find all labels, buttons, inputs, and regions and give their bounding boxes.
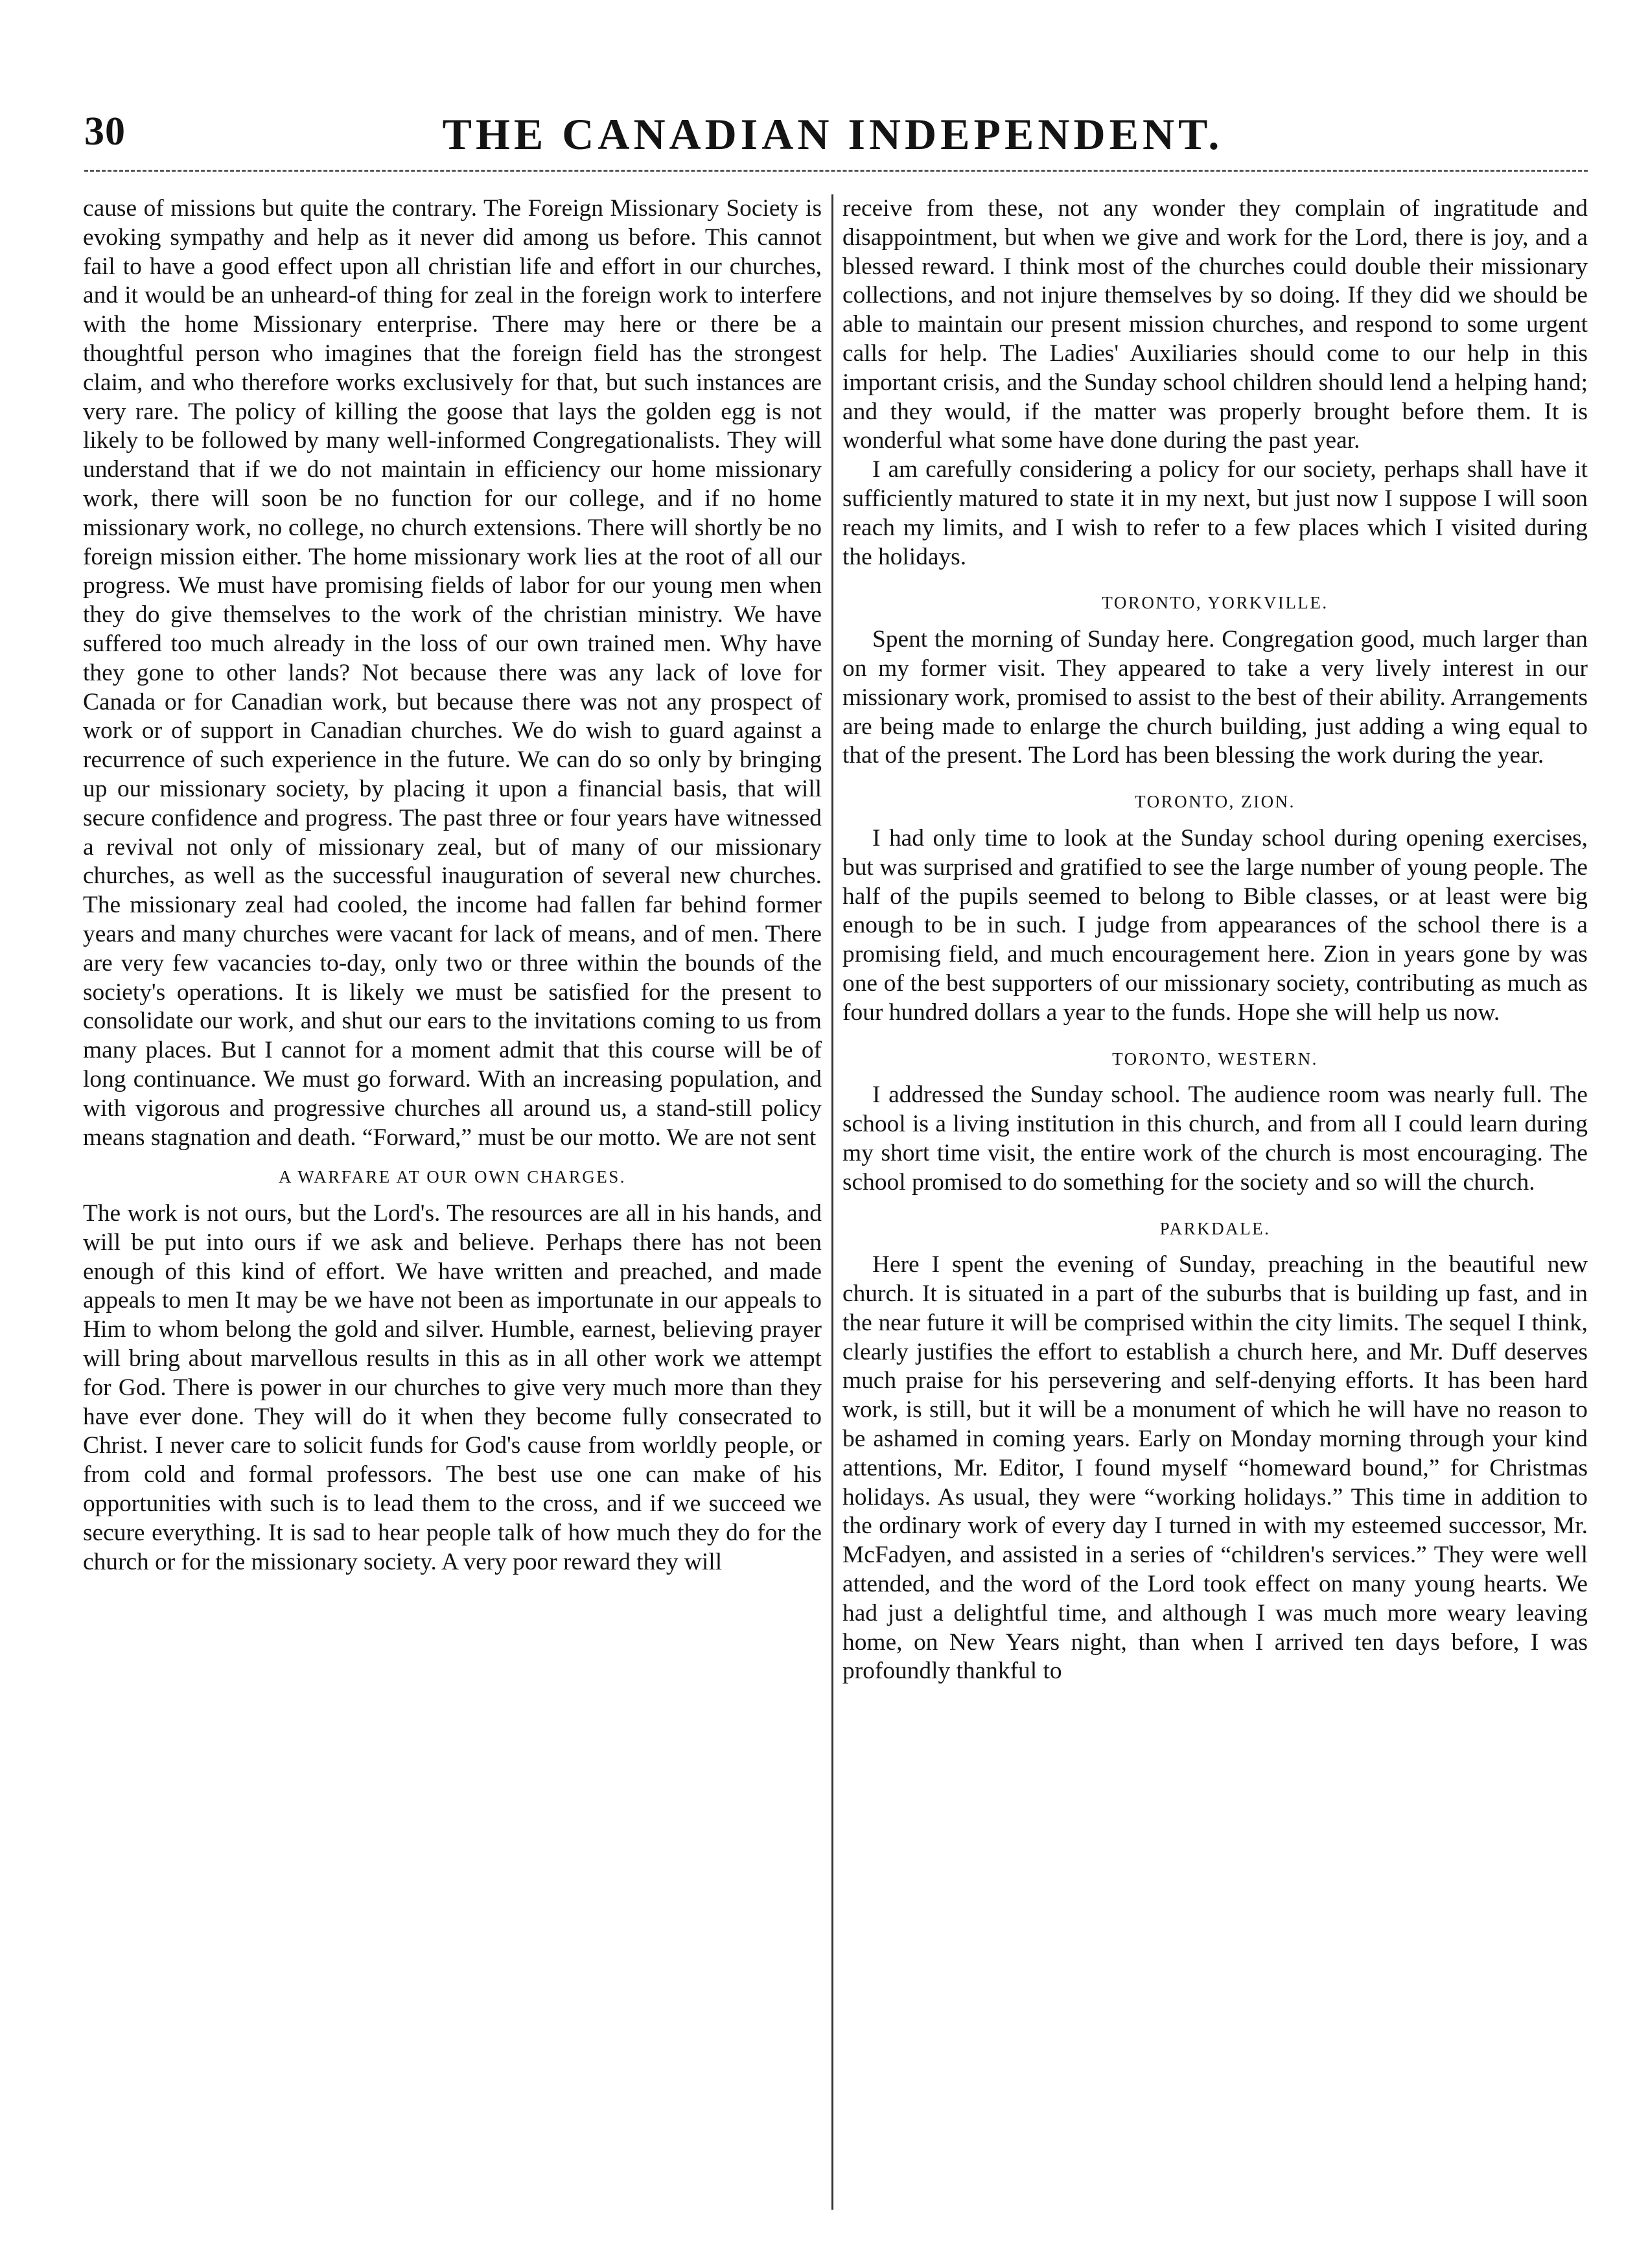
paragraph: I addressed the Sunday school. The audience room was nearly full. The school is a living institution in this church, and from all I could learn during my short time visit, the entire work of the church is most encouraging. The school promised to do something for the society and so will the church. xyxy=(842,1082,1588,1196)
page-header xyxy=(78,104,1588,175)
paragraph: I am carefully considering a policy for our society, perhaps shall have it sufficiently matured to state it in my next, but just now I suppose I will soon reach my limits, and I wish to refer to a few places which I visited during the holidays. xyxy=(842,456,1588,570)
paragraph: Spent the morning of Sunday here. Congregation good, much larger than on my former visit. They appeared to take a very lively interest in our missionary work, promised to assist to the best of their ability. Arrangements are being made to enlarge the church building, just adding a wing equal to that of the present. The Lord has been blessing the work during the year. xyxy=(842,626,1588,769)
column-divider xyxy=(831,194,833,2210)
paragraph: I had only time to look at the Sunday school during opening exercises, but was surprised and gratified to see the large number of young people. The half of the pupils seemed to belong to Bible classes, or at least were big enough to be in such. I judge from appearances of the school there is a promising field, and much encouragement here. Zion in years gone by was one of the best supporters of our missionary society, contributing as much as four hundred dollars a year to the funds. Hope she will help us now. xyxy=(842,824,1588,1026)
paragraph: Here I spent the evening of Sunday, preaching in the beautiful new church. It is situated in a part of the suburbs that is building up fast, and in the near future it will be comprised within the city limits. The sequel I think, clearly justifies the effort to establish a church here, and Mr. Duff deserves much praise for his persevering and self-denying efforts. It has been hard work, is still, but it will be a monument of which he will have no reason to be ashamed in coming years. Early on Monday morning through your kind attentions, Mr. Editor, I found myself “homeward bound,” for Christmas holidays. As usual, they were “working holidays.” This time in addition to the ordinary work of every day I turned in with my esteemed successor, Mr. McFadyen, and assisted in a series of “children's services.” They were well attended, and the word of the Lord took effect on many young hearts. We had just a delightful time, and although I was much more weary leaving home, on New Years night, than when I arrived ten days before, I was profoundly thankful to xyxy=(842,1251,1588,1685)
left-column xyxy=(83,194,822,2210)
section-heading: A WARFARE AT OUR OWN CHARGES. xyxy=(278,1167,627,1187)
section-heading: TORONTO, ZION. xyxy=(1135,792,1295,812)
paragraph: cause of missions but quite the contrary. The Foreign Missionary Society is evoking sympathy and help as it never did among us before. This cannot fail to have a good effect upon all christian life and effort in our churches, and it would be an unheard-of thing for zeal in the foreign work to interfere with the home Missionary enterprise. There may here or there be a thoughtful person who imagines that the foreign field has the strongest claim, and who therefore works exclusively for that, but such instances are very rare. The policy of killing the goose that lays the golden egg is not likely to be followed by many well-informed Congregationalists. They will understand that if we do not maintain in efficiency our home missionary work, there will soon be no function for our college, and if no home missionary work, no college, no church extensions. There will shortly be no foreign mission either. The home missionary work lies at the root of all our progress. We must have promising fields of labor for our young men when they do give themselves to the work of the christian ministry. We have suffered too much already in the loss of our own trained men. Why have they gone to other lands? Not because there was any lack of love for Canada or for Canadian work, but because there was not any prospect of work or of support in Canadian churches. We do wish to guard against a recurrence of such experience in the future. We can do so only by bringing up our missionary society, by placing it upon a financial basis, that will secure confidence and progress. The past three or four years have witnessed a revival not only of missionary zeal, but of many of our missionary churches, as well as the successful inauguration of several new churches. The missionary zeal had cooled, the income had fallen far behind former years and many churches were vacant for lack of means, and of men. There are very few vacancies to-day, only two or three within the bounds of the society's operations. It is likely we must be satisfied for the present to consolidate our work, and shut our ears to the invitations coming to us from many places. But I cannot for a moment admit that this course will be of long continuance. We must go forward. With an increasing population, and with vigorous and progressive churches all around us, a stand-still policy means stagnation and death. “Forward,” must be our motto. We are not sent xyxy=(83,195,822,1151)
paragraph: The work is not ours, but the Lord's. The resources are all in his hands, and will be put into ours if we ask and believe. Perhaps there has not been enough of this kind of effort. We have written and preached, and made appeals to men It may be we have not been as importunate in our appeals to Him to whom belong the gold and silver. Humble, earnest, believing prayer will bring about marvellous results in this as in all other work we attempt for God. There is power in our churches to give very much more than they have ever done. They will do it when they become fully consecrated to Christ. I never care to solicit funds for God's cause from worldly people, or from cold and formal professors. The best use one can make of his opportunities with such is to lead them to the cross, and if we succeed we secure everything. It is sad to hear people talk of how much they do for the church or for the missionary society. A very poor reward they will xyxy=(83,1200,822,1575)
header-rule xyxy=(84,170,1588,172)
section-heading: TORONTO, YORKVILLE. xyxy=(1102,593,1329,613)
paragraph: receive from these, not any wonder they complain of ingratitude and disappointment, but when we give and work for the Lord, there is joy, and a blessed reward. I think most of the churches could double their missionary collections, and not injure themselves by so doing. If they did we should be able to maintain our present mission churches, and respond to some urgent calls for help. The Ladies' Auxiliaries should come to our help in this important crisis, and the Sunday school children should lend a helping hand; and they would, if the matter was properly brought before them. It is wonderful what some have done during the past year. xyxy=(842,195,1588,454)
right-column xyxy=(842,194,1588,2210)
section-heading: PARKDALE. xyxy=(1159,1218,1271,1238)
section-heading: TORONTO, WESTERN. xyxy=(1112,1048,1318,1069)
masthead-title: THE CANADIAN INDEPENDENT. xyxy=(442,110,1224,159)
page-number: 30 xyxy=(84,110,126,154)
